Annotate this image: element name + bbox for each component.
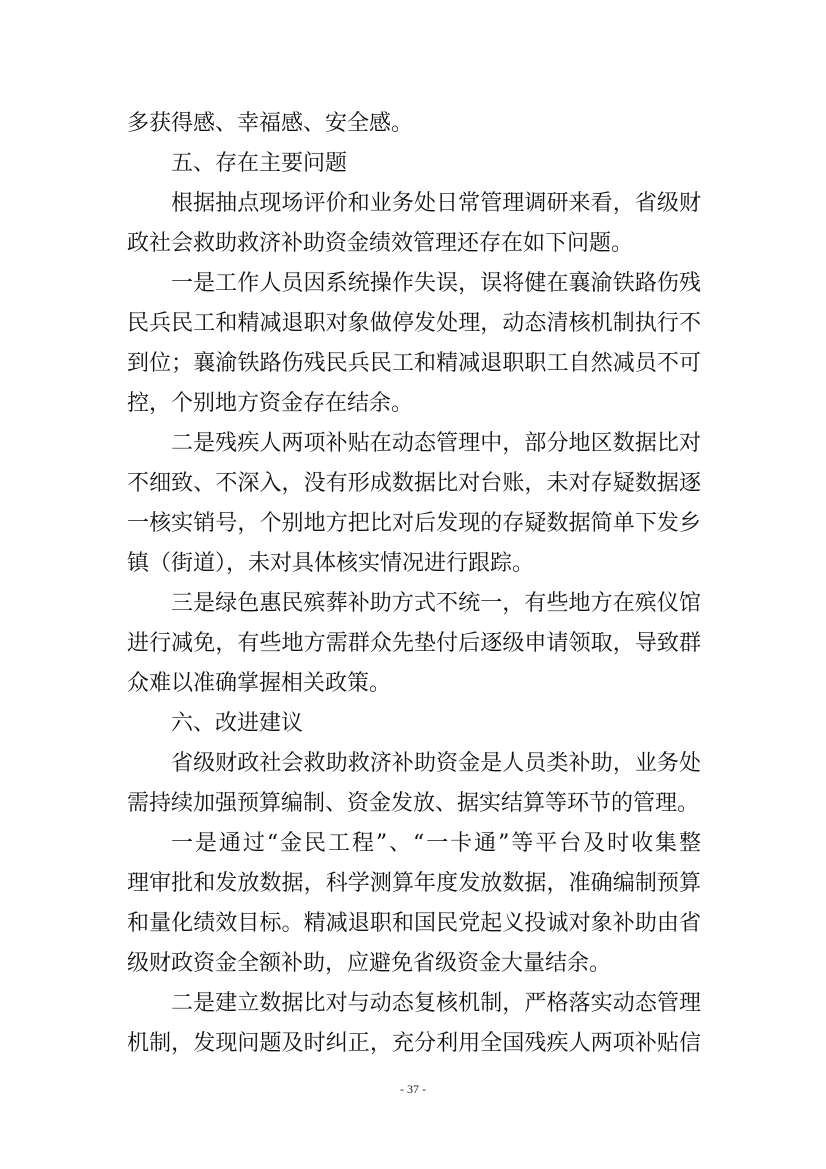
paragraph-line: 级财政资金全额补助，应避免省级资金大量结余。 — [127, 951, 612, 976]
paragraph-line: 进行减免，有些地方需群众先垫付后逐级申请领取，导致群 — [127, 631, 701, 656]
paragraph-line: 到位；襄渝铁路伤残民兵民工和精减退职职工自然减员不可 — [127, 351, 701, 376]
paragraph-line: 二是残疾人两项补贴在动态管理中，部分地区数据比对 — [171, 431, 701, 456]
paragraph-line: 需持续加强预算编制、资金发放、据实结算等环节的管理。 — [127, 791, 700, 816]
paragraph-line: 机制，发现问题及时纠正，充分利用全国残疾人两项补贴信 — [127, 1031, 701, 1056]
paragraph-line: 多获得感、幸福感、安全感。 — [127, 111, 414, 136]
section-heading-suggestions: 六、改进建议 — [171, 711, 304, 736]
paragraph-line: 众难以准确掌握相关政策。 — [127, 671, 392, 696]
paragraph-line: 民兵民工和精减退职对象做停发处理，动态清核机制执行不 — [127, 311, 701, 336]
body-text — [127, 104, 701, 1064]
paragraph-line: 不细致、不深入，没有形成数据比对台账，未对存疑数据逐 — [127, 471, 701, 496]
paragraph-line: 根据抽点现场评价和业务处日常管理调研来看，省级财 — [171, 191, 701, 216]
section-heading-problems: 五、存在主要问题 — [171, 151, 348, 176]
paragraph-line: 和量化绩效目标。精减退职和国民党起义投诚对象补助由省 — [127, 911, 701, 936]
paragraph-line: 三是绿色惠民殡葬补助方式不统一，有些地方在殡仪馆 — [171, 591, 701, 616]
paragraph-line: 一是通过“金民工程”、“一卡通”等平台及时收集整 — [171, 831, 701, 856]
paragraph-line: 一是工作人员因系统操作失误，误将健在襄渝铁路伤残 — [171, 271, 701, 296]
paragraph-line: 政社会救助救济补助资金绩效管理还存在如下问题。 — [127, 231, 634, 256]
paragraph-line: 镇（街道），未对具体核实情况进行跟踪。 — [127, 551, 535, 576]
paragraph-line: 二是建立数据比对与动态复核机制，严格落实动态管理 — [171, 991, 701, 1016]
page-number: - 37 - — [400, 1082, 426, 1096]
paragraph-line: 一核实销号，个别地方把比对后发现的存疑数据简单下发乡 — [127, 511, 701, 536]
paragraph-line: 控，个别地方资金存在结余。 — [127, 391, 414, 416]
paragraph-line: 理审批和发放数据，科学测算年度发放数据，准确编制预算 — [127, 871, 701, 896]
paragraph-line: 省级财政社会救助救济补助资金是人员类补助，业务处 — [171, 751, 701, 776]
